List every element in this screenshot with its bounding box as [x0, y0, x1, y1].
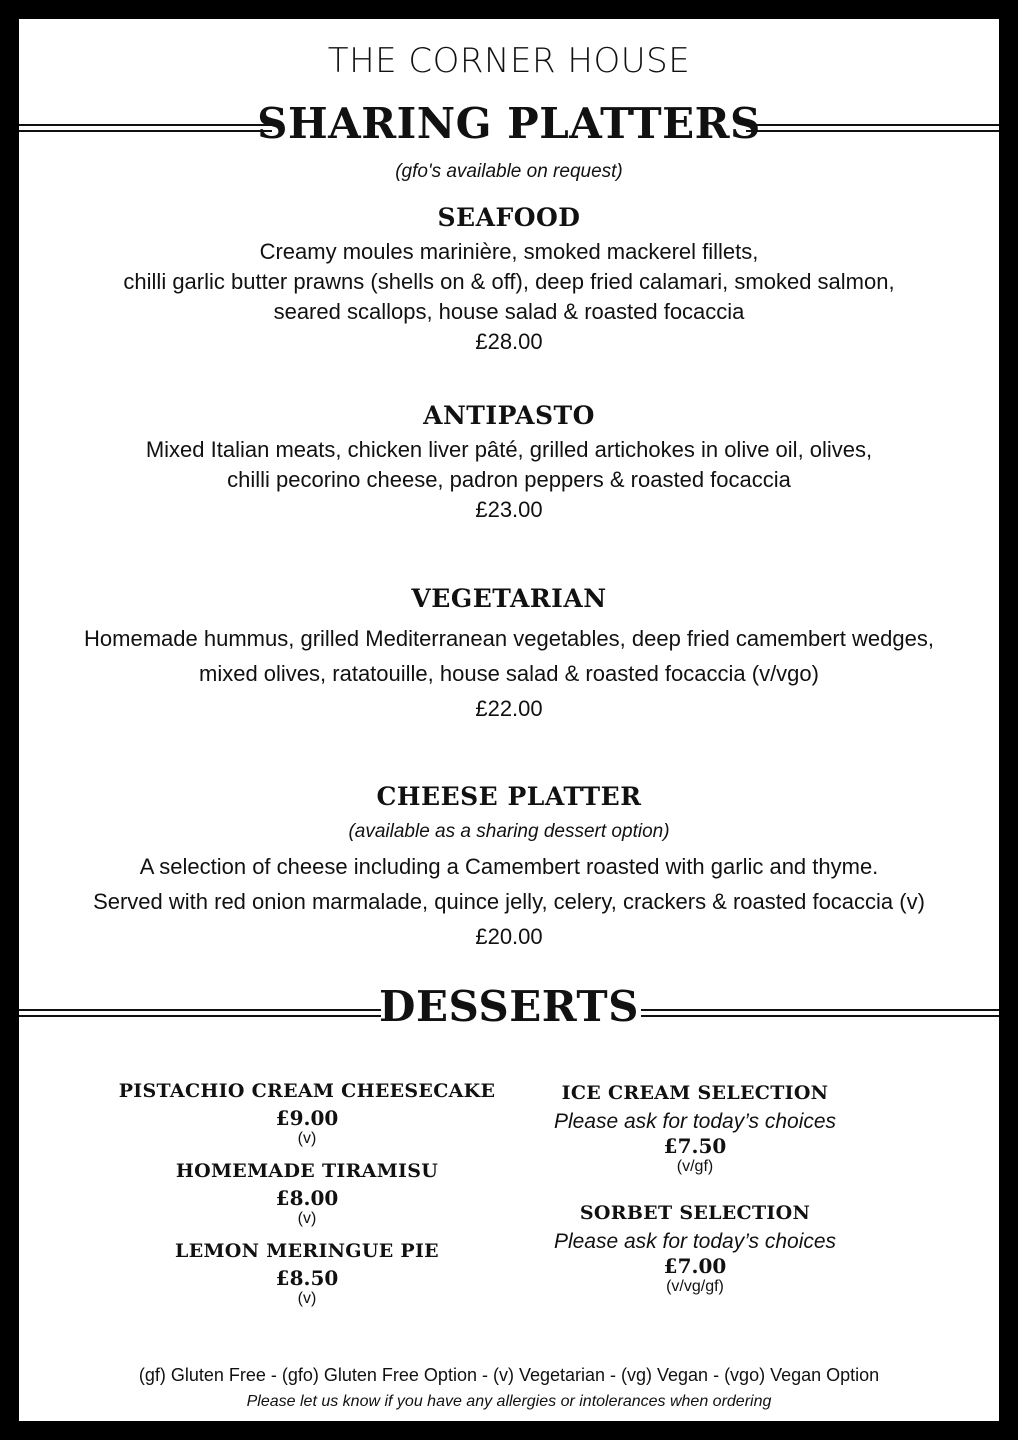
desserts-heading: DESSERTS [379, 982, 639, 1031]
platter-note: (available as a sharing dessert option) [348, 821, 670, 842]
dietary-legend: (gf) Gluten Free - (gfo) Gluten Free Option - (v) Vegetarian - (vg) Vegan - (vgo) Vegan Option [138, 1365, 880, 1385]
platter-description [19, 237, 999, 357]
dessert-name: PISTACHIO CREAM CHEESECAKE [118, 1080, 496, 1102]
platter-name: VEGETARIAN [411, 584, 607, 613]
platter-name: ANTIPASTO [423, 401, 595, 430]
allergy-notice: Please let us know if you have any allergies or intolerances when ordering [246, 1393, 772, 1410]
platter-price: £22.00 [475, 696, 543, 721]
dessert-note: Please ask for today’s choices [553, 1110, 837, 1133]
platter-description [19, 621, 999, 726]
dessert-price: £8.50 [275, 1266, 339, 1290]
restaurant-name: THE CORNER HOUSE [327, 41, 691, 81]
dessert-price: £8.00 [275, 1186, 339, 1210]
desserts-right-column [505, 1082, 885, 1296]
platter-description [19, 849, 999, 954]
platter-name: SEAFOOD [437, 203, 581, 232]
description-line: chilli garlic butter prawns (shells on & off), deep fried calamari, smoked salmon, [123, 269, 895, 294]
platter-description [19, 435, 999, 525]
menu-card [19, 19, 999, 1421]
dessert-diet: (v) [297, 1290, 317, 1307]
dessert-name: SORBET SELECTION [579, 1202, 811, 1224]
dessert-item [505, 1082, 885, 1176]
dessert-price: £7.50 [663, 1134, 727, 1158]
platter-name: CHEESE PLATTER [376, 782, 642, 811]
platter-price: £23.00 [475, 497, 543, 522]
description-line: seared scallops, house salad & roasted focaccia [273, 299, 745, 324]
dessert-diet: (v) [297, 1210, 317, 1227]
dessert-price: £9.00 [275, 1106, 339, 1130]
sharing-platters-heading: SHARING PLATTERS [257, 99, 761, 148]
dessert-item [505, 1202, 885, 1296]
sharing-note: (gfo's available on request) [395, 161, 623, 182]
description-line: Homemade hummus, grilled Mediterranean vegetables, deep fried camembert wedges, [84, 626, 934, 651]
dessert-price: £7.00 [663, 1254, 727, 1278]
description-line: A selection of cheese including a Camembert roasted with garlic and thyme. [139, 854, 879, 879]
dessert-name: HOMEMADE TIRAMISU [175, 1160, 439, 1182]
dessert-note: Please ask for today’s choices [553, 1230, 837, 1253]
description-line: mixed olives, ratatouille, house salad & roasted focaccia (v/vgo) [199, 661, 819, 686]
desserts-left-column [97, 1080, 517, 1308]
platter-price: £20.00 [475, 924, 543, 949]
dessert-name: LEMON MERINGUE PIE [175, 1240, 439, 1262]
description-line: chilli pecorino cheese, padron peppers & roasted focaccia [227, 467, 791, 492]
dessert-item [97, 1080, 517, 1148]
dessert-diet: (v/gf) [676, 1158, 714, 1175]
description-line: Mixed Italian meats, chicken liver pâté, grilled artichokes in olive oil, olives, [145, 437, 873, 462]
dessert-diet: (v) [297, 1130, 317, 1147]
description-line: Creamy moules marinière, smoked mackerel fillets, [259, 239, 759, 264]
dessert-item [97, 1160, 517, 1228]
dessert-item [97, 1240, 517, 1308]
dessert-name: ICE CREAM SELECTION [561, 1082, 829, 1104]
description-line: Served with red onion marmalade, quince jelly, celery, crackers & roasted focaccia (v) [93, 889, 925, 914]
dessert-diet: (v/vg/gf) [666, 1278, 724, 1295]
platter-price: £28.00 [475, 329, 543, 354]
